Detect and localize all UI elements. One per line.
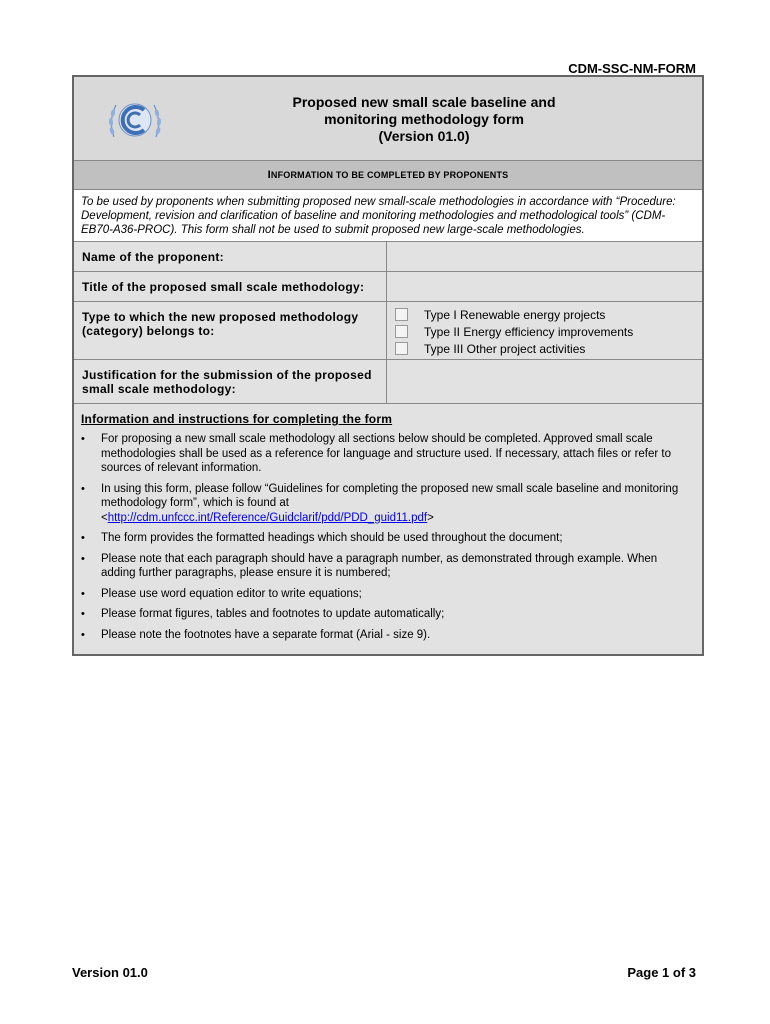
type-options	[387, 302, 702, 359]
title-line-3: (Version 01.0)	[378, 128, 470, 144]
title-line-1: Proposed new small scale baseline and	[292, 94, 556, 110]
guidelines-text: In using this form, please follow “Guidelines for completing the proposed new small scale baseline and monitoring methodology form”, which is found at	[101, 482, 679, 509]
methodology-title-input[interactable]	[387, 272, 702, 301]
list-item: • Please note the footnotes have a separate format (Arial - size 9).	[81, 628, 694, 643]
type-option-2[interactable]	[395, 323, 702, 340]
list-item: • The form provides the formatted headings which should be used throughout the document;	[81, 531, 694, 546]
proponent-label: Name of the proponent:	[74, 242, 387, 271]
type-option-1-label: Type I Renewable energy projects	[424, 307, 606, 322]
type-2-checkbox[interactable]	[395, 325, 408, 338]
type-row	[74, 302, 702, 360]
proponent-row	[74, 242, 702, 272]
methodology-title-label: Title of the proposed small scale methodology:	[74, 272, 387, 301]
subheading-rest: NFORMATION TO BE COMPLETED BY PROPONENTS	[270, 170, 509, 180]
form-code: CDM-SSC-NM-FORM	[568, 61, 696, 76]
intro-text: To be used by proponents when submitting proposed new small-scale methodologies in accordance with “Procedure: Development, revision and clarification of baseline and monitoring methodologies and methodological tools” (CDM-EB70-A36-PROC). This form shall not be used to submit proposed new large-scale methodologies.	[74, 190, 702, 242]
justification-input[interactable]	[387, 360, 702, 403]
instructions-section	[74, 404, 702, 654]
proponent-input[interactable]	[387, 242, 702, 271]
type-option-1[interactable]	[395, 306, 702, 323]
instructions-title: Information and instructions for completing the form	[81, 412, 393, 426]
type-3-checkbox[interactable]	[395, 342, 408, 355]
section-subheading	[74, 161, 702, 190]
list-item	[81, 482, 694, 526]
type-1-checkbox[interactable]	[395, 308, 408, 321]
justification-label: Justification for the submission of the proposed small scale methodology:	[74, 360, 387, 403]
type-label: Type to which the new proposed methodology (category) belongs to:	[74, 302, 387, 359]
guidelines-link[interactable]: http://cdm.unfccc.int/Reference/Guidclarif/pdd/PDD_guid11.pdf	[107, 511, 428, 524]
title-line-2: monitoring methodology form	[324, 111, 524, 127]
link-close-bracket: >	[427, 511, 434, 524]
list-item: • Please format figures, tables and footnotes to update automatically;	[81, 607, 694, 622]
form-header	[74, 77, 702, 161]
proposal-form	[72, 75, 704, 656]
list-item: • Please use word equation editor to write equations;	[81, 587, 694, 602]
type-option-2-label: Type II Energy efficiency improvements	[424, 324, 634, 339]
methodology-title-row	[74, 272, 702, 302]
justification-row	[74, 360, 702, 404]
list-item: • For proposing a new small scale methodology all sections below should be completed. Approved small scale methodologies shall be used as a reference for language and structure used. If necessary, attach files or refer to sources of relevant information.	[81, 432, 694, 476]
subheading-initial: I	[267, 169, 271, 181]
unfccc-logo-icon	[104, 97, 166, 145]
footer-page-number: Page 1 of 3	[627, 965, 696, 980]
form-title	[224, 94, 624, 145]
instructions-list	[81, 432, 694, 642]
list-item: • Please note that each paragraph should have a paragraph number, as demonstrated through example. When adding further paragraphs, please ensure it is numbered;	[81, 552, 694, 581]
link-open-bracket: <	[101, 511, 108, 524]
type-option-3[interactable]	[395, 340, 702, 357]
type-option-3-label: Type III Other project activities	[424, 341, 586, 356]
footer-version: Version 01.0	[72, 965, 148, 980]
